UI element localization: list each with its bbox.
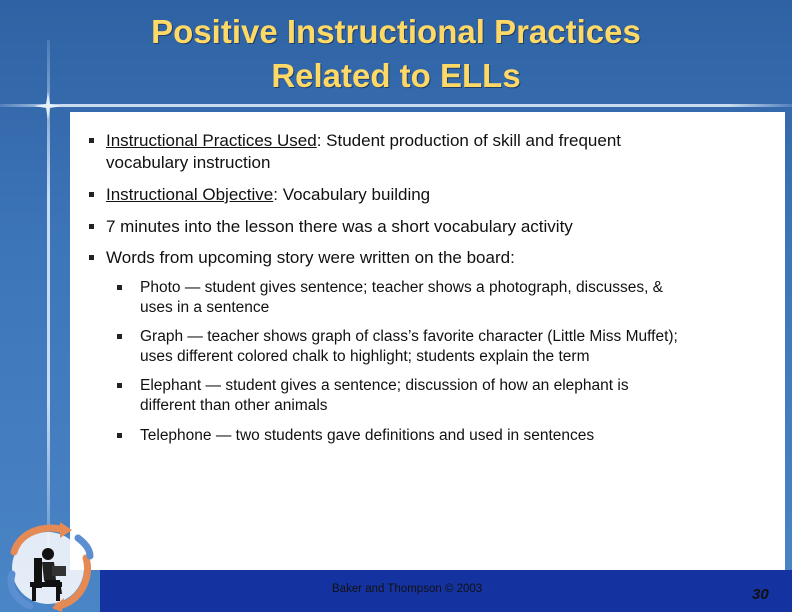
bullet-text: Words from upcoming story were written on the board:: [106, 248, 515, 267]
bullet-text: : Student production of skill and frequent: [316, 131, 622, 150]
sub-bullet-marker: [117, 285, 122, 290]
sub-bullet-text-continued: uses in a sentence: [140, 299, 270, 316]
sub-bullet-marker: [117, 334, 122, 339]
content-panel: [70, 112, 785, 570]
bullet-text-continued: vocabulary instruction: [106, 153, 271, 172]
bullet-marker: [89, 255, 94, 260]
title-line-1: Positive Instructional Practices: [151, 13, 641, 50]
star-sparkle-icon: [34, 92, 62, 120]
sub-bullet-text-continued: different than other animals: [140, 397, 328, 414]
bullet-label: Instructional Objective: [106, 185, 274, 204]
bullet-label: Instructional Practices Used: [106, 131, 317, 150]
footer-credit: Baker and Thompson © 2003: [332, 583, 483, 595]
sub-bullet-term: Graph: [140, 328, 184, 345]
sub-bullet-text-continued: uses different colored chalk to highlight; students explain the term: [140, 348, 590, 365]
sub-bullet-marker: [117, 383, 122, 388]
sub-bullet-marker: [117, 433, 122, 438]
sub-bullet-text: — two students gave definitions and used in sentences: [211, 427, 595, 444]
slide-title: [0, 10, 792, 98]
page-number: 30: [752, 586, 769, 603]
bullet-text: : Vocabulary building: [273, 185, 431, 204]
sub-bullet-term: Photo: [140, 279, 181, 296]
sub-bullet-term: Elephant: [140, 377, 202, 394]
sub-bullet-text: — teacher shows graph of class’s favorite character (Little Miss Muffet);: [183, 328, 678, 345]
sub-bullet-text: — student gives a sentence; discussion of how an elephant is: [201, 377, 629, 394]
reader-in-chair-cycle-icon: [0, 518, 104, 612]
decorative-horizontal-line: [0, 104, 792, 107]
bullet-marker: [89, 138, 94, 143]
sub-bullet-text: — student gives sentence; teacher shows a photograph, discusses, &: [180, 279, 664, 296]
title-line-2: Related to ELLs: [271, 57, 521, 94]
bullet-marker: [89, 224, 94, 229]
bullet-text: 7 minutes into the lesson there was a short vocabulary activity: [106, 217, 573, 236]
sub-bullet-term: Telephone: [140, 427, 212, 444]
bullet-marker: [89, 192, 94, 197]
